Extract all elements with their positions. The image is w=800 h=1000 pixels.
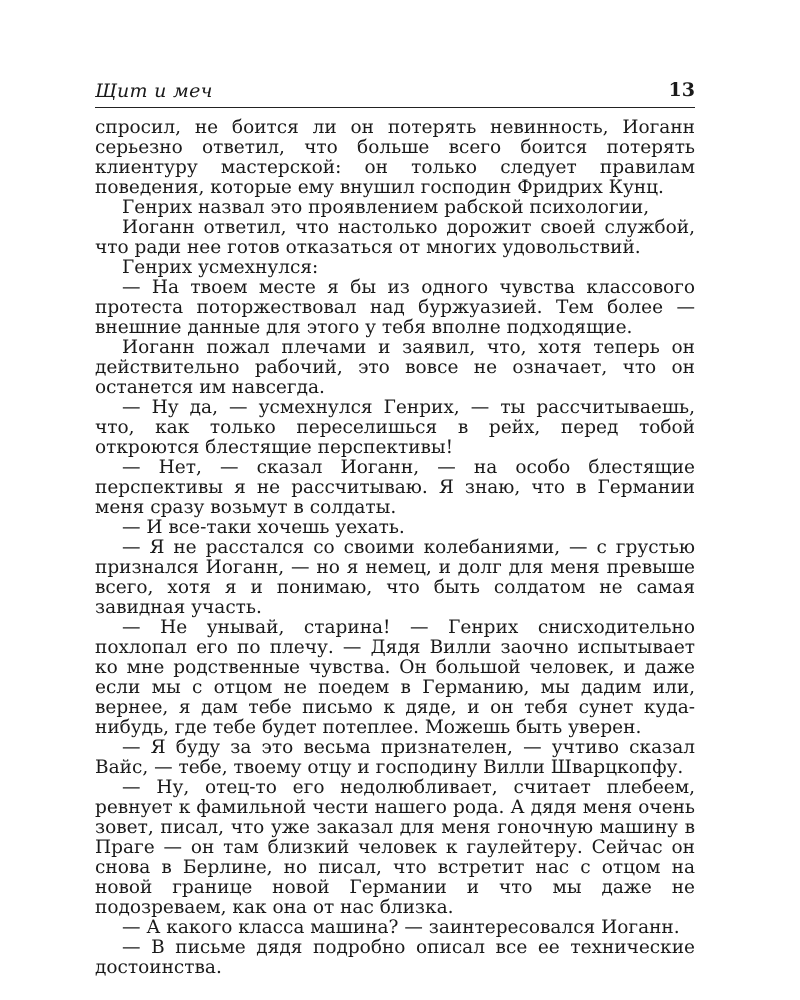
book-title: Щит и меч — [95, 80, 213, 102]
paragraph: Иоганн ответил, что настолько дорожит своей службой, что ради нее готов отказаться от многих удовольствий. — [95, 217, 695, 258]
paragraph: Генрих усмехнулся: — [122, 257, 319, 278]
paragraph: — Нет, — сказал Иоганн, — на особо блестящие перспективы я не рассчитываю. Я знаю, что в Германии меня сразу возьмут в солдаты. — [95, 457, 695, 518]
paragraph: — Ну да, — усмехнулся Генрих, — ты рассчитываешь, что, как только переселишься в рейх, перед тобой откроются блестящие перспективы! — [95, 397, 695, 458]
paragraph: — Я буду за это весьма признателен, — учтиво сказал Вайс, — тебе, твоему отцу и господину Вилли Шварцкопфу. — [95, 737, 695, 778]
running-head — [95, 78, 695, 106]
header-rule — [95, 107, 695, 108]
paragraph: — В письме дядя подробно описал все ее технические достоинства. — [95, 937, 695, 978]
paragraph: — Ну, отец-то его недолюбливает, считает плебеем, ревнует к фамильной чести нашего рода. А дядя меня очень зовет, писал, что уже заказал для меня гоночную машину в Праге — он там близкий человек к гаулейтеру. Сейчас он снова в Берлине, но писал, что встретит нас с отцом на новой границе новой Германии и что мы даже не подозреваем, как она от нас близка. — [95, 777, 695, 918]
page-number: 13 — [668, 79, 695, 101]
paragraph: Генрих назвал это проявлением рабской психологии, — [122, 197, 650, 218]
paragraph: — Не унывай, старина! — Генрих снисходительно похлопал его по плечу. — Дядя Вилли заочно испытывает ко мне родственные чувства. Он большой человек, и даже если мы с отцом не поедем в Германию, мы дадим или, вернее, я дам тебе письмо к дяде, и он тебя сунет куда-нибудь, где тебе будет потеплее. Можешь быть уверен. — [95, 617, 695, 738]
paragraph: — Я не расстался со своими колебаниями, — с грустью признался Иоганн, — но я немец, и долг для меня превыше всего, хотя я и понимаю, что быть солдатом не самая завидная участь. — [95, 537, 695, 618]
paragraph: — На твоем месте я бы из одного чувства классового протеста поторжествовал над буржуазией. Тем более — внешние данные для этого у тебя вполне подходящие. — [95, 277, 695, 338]
body-text — [95, 118, 695, 978]
paragraph: — И все-таки хочешь уехать. — [122, 517, 405, 538]
paragraph: Иоганн пожал плечами и заявил, что, хотя теперь он действительно рабочий, это вовсе не означает, что он останется им навсегда. — [95, 337, 695, 398]
paragraph: — А какого класса машина? — заинтересовался Иоганн. — [122, 917, 680, 938]
paragraph: спросил, не боится ли он потерять невинность, Иоганн серьезно ответил, что больше всего боится потерять клиентуру мастерской: он только следует правилам поведения, которые ему внушил господин Фридрих Кунц. — [95, 117, 695, 198]
